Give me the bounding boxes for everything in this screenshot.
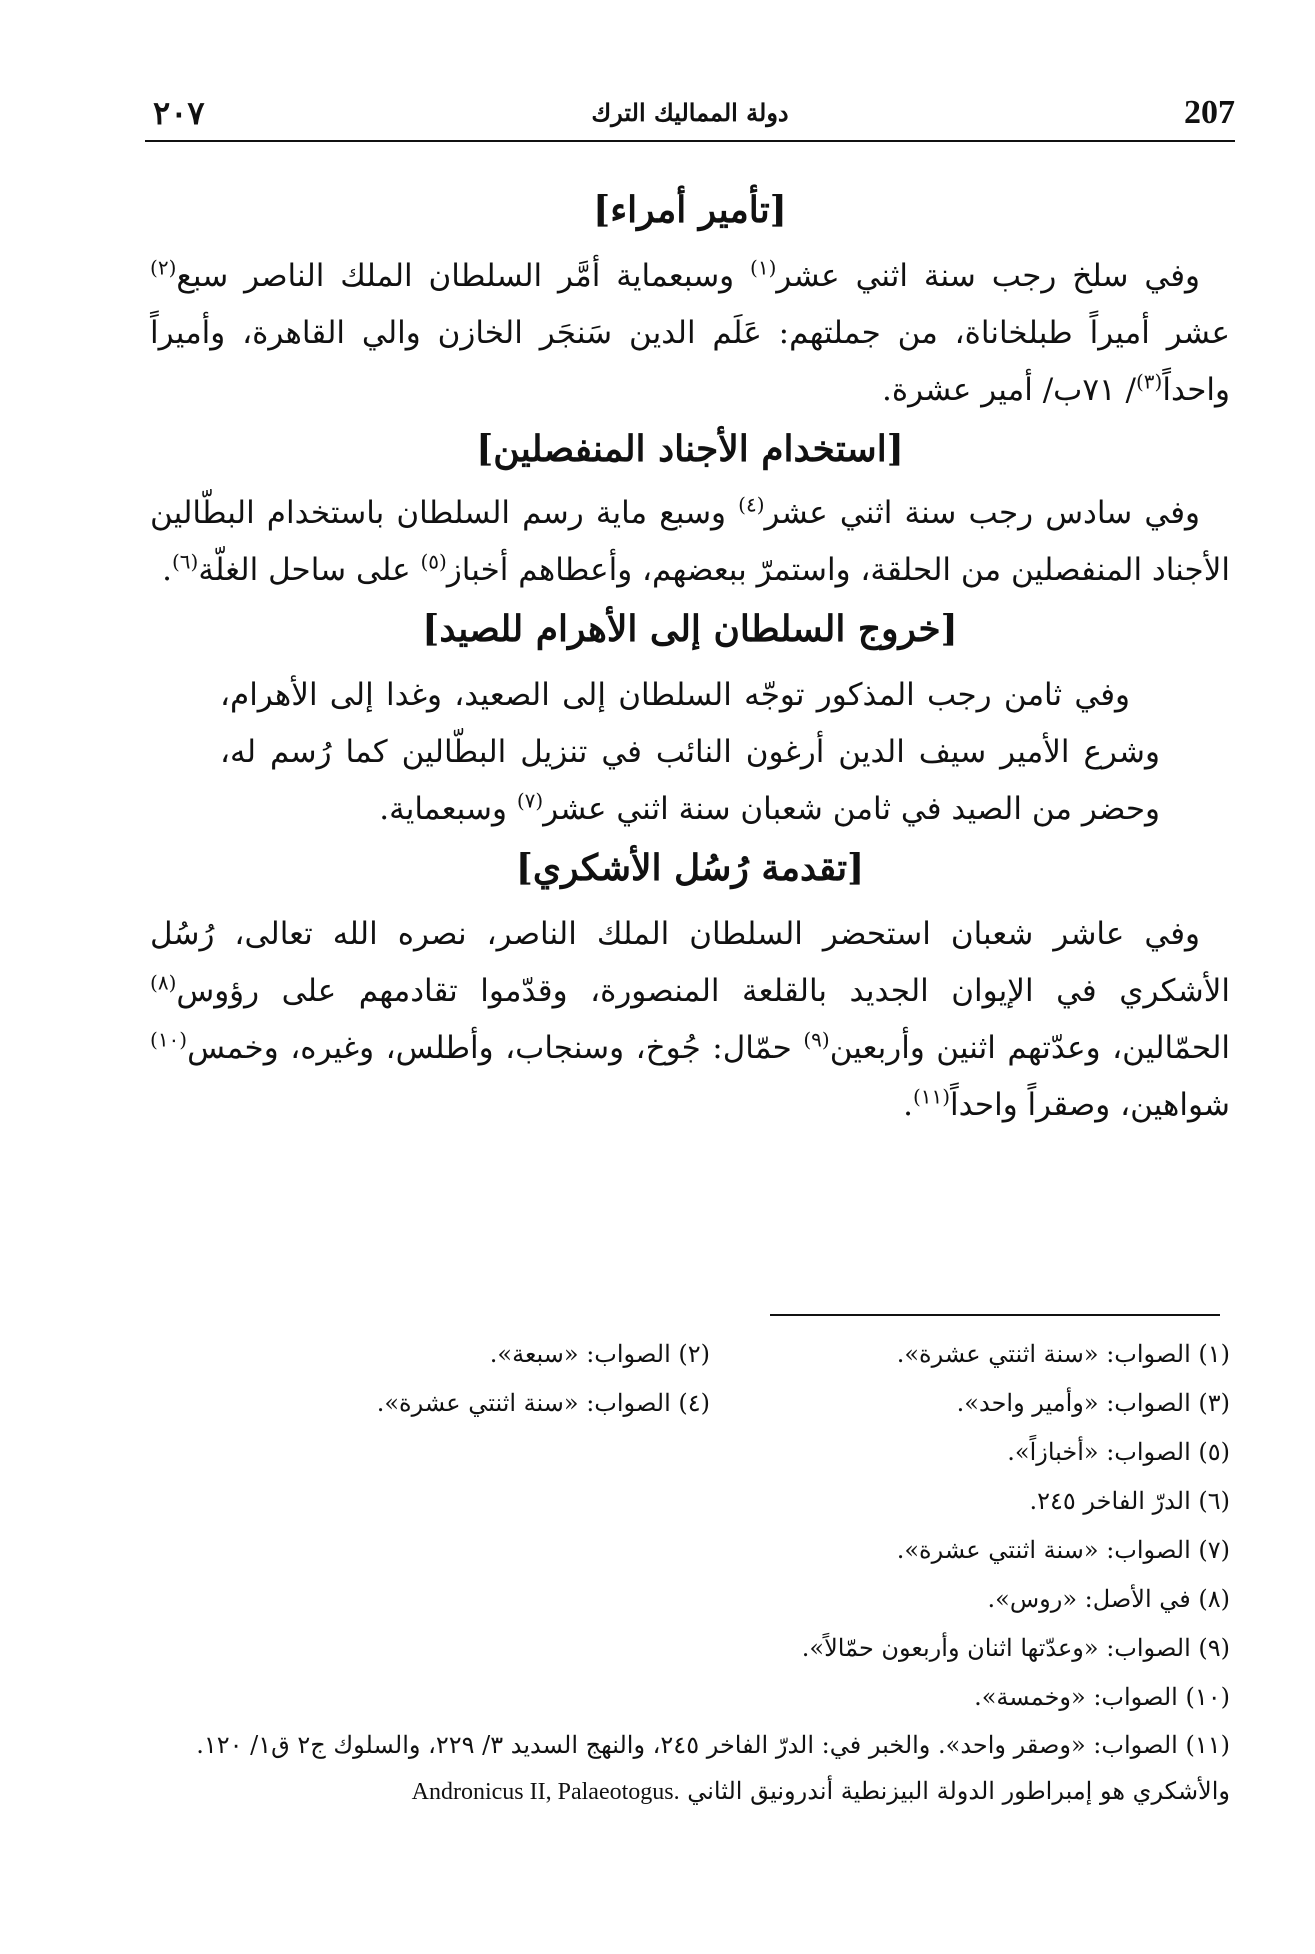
footnote-note [150, 1768, 1230, 1815]
paragraph-appointing-emirs: وفي سلخ رجب سنة اثني عشر$^{(١)}$ وسبعماية أمَّر السلطان الملك الناصر سبع$^{(٢)}$ عشر أميراً طبلخاناة، من جملتهم: عَلَم الدين سَنجَر الخازن والي القاهرة، وأميراً واحداً$^{(٣)}$/ ٧١ب/ أمير عشرة. [150, 255, 1230, 408]
running-title: دولة المماليك الترك [591, 98, 789, 127]
section-heading-appointing-emirs: [تأمير أمراء] [593, 189, 787, 231]
footnote-ref[interactable]: (٢) [150, 255, 177, 280]
footnote-ref[interactable]: (٧) [516, 788, 544, 813]
footnote-4: (٤) الصواب: «سنة اثنتي عشرة». [376, 1389, 710, 1417]
main-text [150, 180, 1230, 1134]
footnote-separator [770, 1314, 1220, 1316]
section-heading-employing-soldiers: [استخدام الأجناد المنفصلين] [476, 428, 904, 470]
footnote-3: (٣) الصواب: «وأمير واحد». [956, 1389, 1230, 1417]
footnote-ref[interactable]: (٣) [1135, 369, 1163, 394]
section-heading-envoys-gifts: [تقدمة رُسُل الأشكري] [515, 847, 865, 889]
footnote-5: (٥) الصواب: «أخبازاً». [1007, 1438, 1230, 1466]
footnote-2: (٢) الصواب: «سبعة». [489, 1340, 710, 1368]
footnote-ref[interactable]: (٥) [420, 549, 447, 574]
note-arabic: والأشكري هو إمبراطور الدولة البيزنطية أندرونيق الثاني [687, 1777, 1230, 1805]
footnote-ref[interactable]: (١١) [912, 1084, 951, 1109]
paragraph-sultan-hunting: وفي ثامن رجب المذكور توجّه السلطان إلى الصعيد، وغدا إلى الأهرام، وشرع الأمير سيف الدين أرغون النائب في تنزيل البطّالين كما رُسم له، وحضر من الصيد في ثامن شعبان سنة اثني عشر$^{(٧)}$ وسبعماية. [220, 677, 1160, 827]
paragraph-envoys-gifts: وفي عاشر شعبان استحضر السلطان الملك الناصر، نصره الله تعالى، رُسُل الأشكري في الإيوان الجديد بالقلعة المنصورة، وقدّموا تقادمهم على رؤوس$^{(٨)}$ الحمّالين، وعدّتهم اثنين وأربعين$^{(٩)}$ حمّال: جُوخ، وسنجاب، وأطلس، وغيره، وخمس$^{(١٠)}$ شواهين، وصقراً واحداً$^{(١١)}$. [150, 916, 1230, 1123]
page-number-latin: 207 [1184, 94, 1235, 131]
page-number-arabic: ٢٠٧ [153, 94, 205, 132]
footnote-ref[interactable]: (٨) [150, 970, 177, 995]
section-heading-sultan-hunting: [خروج السلطان إلى الأهرام للصيد] [422, 608, 958, 650]
footnote-8: (٨) في الأصل: «روس». [987, 1585, 1230, 1613]
footnote-10: (١٠) الصواب: «وخمسة». [974, 1683, 1230, 1711]
paragraph-employing-soldiers: وفي سادس رجب سنة اثني عشر$^{(٤)}$ وسبع ماية رسم السلطان باستخدام البطّالين الأجناد المنفصلين من الحلقة، واستمرّ ببعضهم، وأعطاهم أخباز$^{(٥)}$ على ساحل الغلّة$^{(٦)}$. [150, 492, 1230, 588]
footnote-11: (١١) الصواب: «وصقر واحد». والخبر في: الدرّ الفاخر ٢٤٥، والنهج السديد ٣/ ٢٢٩، والسلوك ج٢ ق١/ ١٢٠. [196, 1731, 1230, 1759]
footnotes [150, 1330, 1230, 1815]
footnote-ref[interactable]: (٤) [738, 492, 765, 517]
page-header [145, 92, 1235, 142]
footnote-ref[interactable]: (٦) [171, 549, 199, 574]
footnote-ref[interactable]: (١٠) [150, 1027, 188, 1052]
footnote-9: (٩) الصواب: «وعدّتها اثنان وأربعون حمّالاً». [801, 1634, 1230, 1662]
footnote-7: (٧) الصواب: «سنة اثنتي عشرة». [896, 1536, 1230, 1564]
footnote-ref[interactable]: (٩) [803, 1027, 830, 1052]
footnote-ref[interactable]: (١) [750, 255, 777, 280]
footnote-6: (٦) الدرّ الفاخر ٢٤٥. [1029, 1487, 1230, 1515]
footnote-1: (١) الصواب: «سنة اثنتي عشرة». [896, 1340, 1230, 1368]
note-latin: Andronicus II, Palaeotogus. [411, 1779, 680, 1805]
